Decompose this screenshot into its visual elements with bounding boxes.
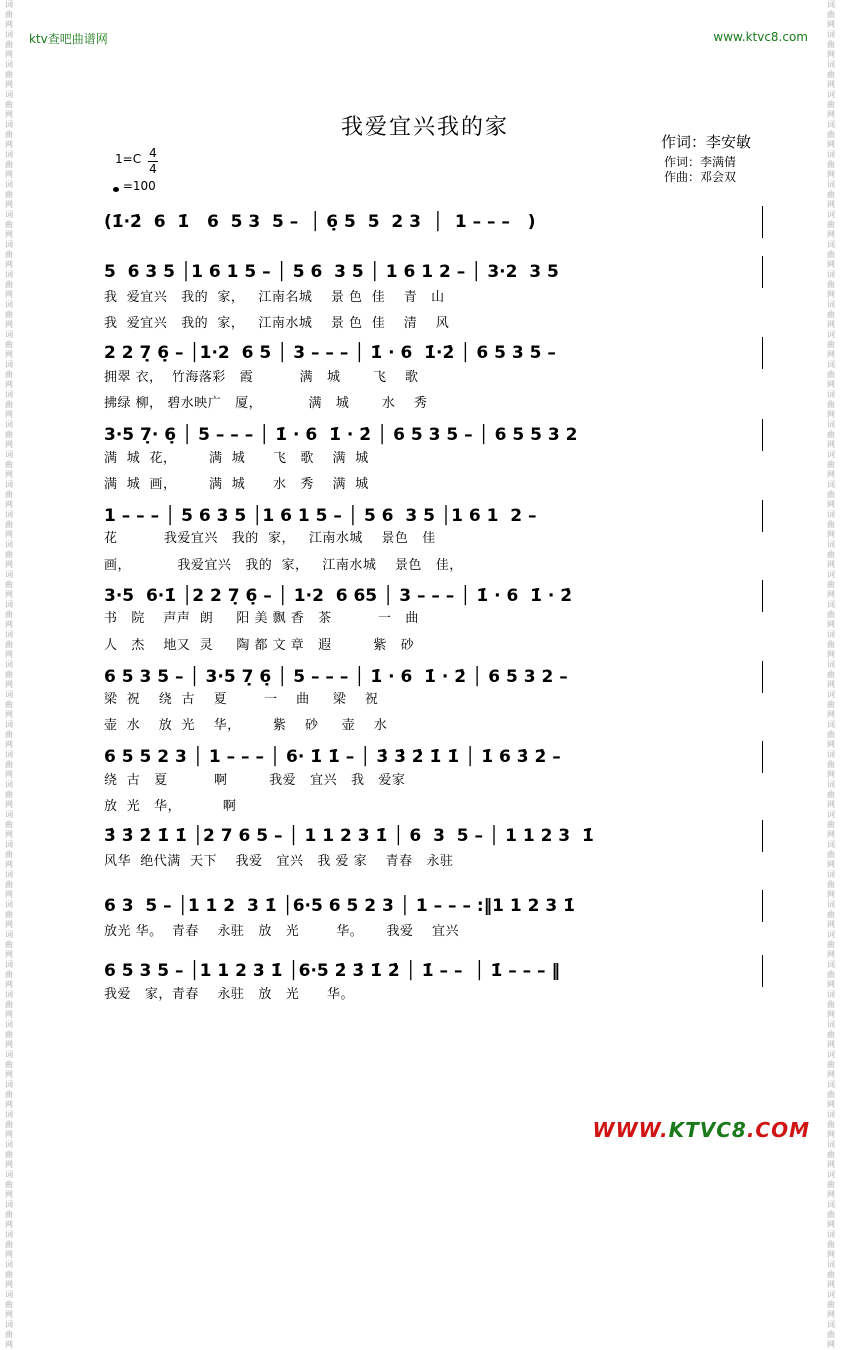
score-notes: 6 5 3 5 – │1 1 2 3 1̇ │6·5 2̇ 3̇ 1̇ 2̇ │ 1̇ – – │ 1̇ – – – ‖	[104, 961, 560, 981]
lyricist-credit-2: 作词：李满倩	[664, 155, 737, 169]
score-notes: 3·5 6·1̇ │2 2 7̣ 6̣ – │ 1·2 6 65 │ 3 – – – │ 1̇ · 6 1̇ · 2̇	[104, 586, 573, 606]
lyrics-line-v1: 我爱 家，青春 永驻 放 光 华。	[104, 987, 355, 1002]
quarter-note-icon	[113, 187, 119, 192]
lyrics-line-v1: 梁 祝 绕 古 夏 一 曲 梁 祝	[104, 692, 379, 707]
composer-credit: 作曲：邓会双	[664, 170, 737, 184]
header-site-name[interactable]: ktv查吧曲谱网	[29, 32, 108, 46]
lyrics-line-v2: 壶 水 放 光 华， 紫 砂 壶 水	[104, 718, 388, 733]
score-notes: 6 3 5 – │1 1 2 3 1̇ │6·5 6 5 2 3 │ 1 – – – :‖1 1 2 3 1̇	[104, 896, 575, 916]
time-signature-bottom: 4	[149, 162, 157, 176]
footer-logo-prefix: WWW.	[592, 1118, 669, 1142]
barline	[762, 206, 763, 238]
lyrics-line-v1: 花 我爱宜兴 我的 家， 江南水城 景色 佳	[104, 531, 436, 546]
tempo-marking	[113, 179, 156, 193]
lyrics-line-v2: 满 城 画， 满 城 水 秀 满 城	[104, 477, 369, 492]
score-notes: 6 5 5 2 3 │ 1 – – – │ 6· 1̇ 1̇ – │ 3̇ 3̇ 2̇ 1̇ 1̇ │ 1̇ 6 3̇ 2̇ –	[104, 747, 561, 767]
lyrics-line-v1: 我 爱宜兴 我的 家， 江南名城 景 色 佳 青 山	[104, 290, 445, 305]
lyricist-credit: 作词：李安敏	[661, 133, 752, 151]
score-row	[104, 337, 772, 369]
score-row	[104, 890, 772, 922]
barline	[762, 256, 763, 288]
lyrics-line-v1: 拥翠 衣， 竹海落彩 霞 满 城 飞 歌	[104, 370, 419, 385]
score-notes: 6 5 3 5 – │ 3·5 7̣ 6̣ │ 5 – – – │ 1̇ · 6 1̇ · 2̇ │ 6 5 3 2 –	[104, 667, 568, 687]
lyrics-line-v2: 画， 我爱宜兴 我的 家， 江南水城 景色 佳，	[104, 558, 463, 573]
footer-logo	[593, 1118, 810, 1142]
lyrics-line-v1: 绕 古 夏 啊 我爱 宜兴 我 爱家	[104, 773, 406, 788]
footer-logo-brand: KTVC8	[668, 1118, 747, 1142]
lyrics-line-v1: 风华 绝代满 天下 我爱 宜兴 我 爱 家 青春 永驻	[104, 854, 454, 869]
header-site-url[interactable]: www.ktvc8.com	[713, 30, 808, 44]
score-notes: 2 2 7̣ 6̣ – │1·2 6 5 │ 3 – – – │ 1̇ · 6 1̇·2̇ │ 6 5 3 5 –	[104, 343, 556, 363]
time-signature-top: 4	[149, 146, 157, 160]
score-notes: 3·5 7̣· 6̣ │ 5 – – – │ 1̇ · 6 1̇ · 2̇ │ 6 5 3 5 – │ 6 5 5 3 2	[104, 425, 578, 445]
side-watermark-left: 词 曲 网 词 曲 网 词 曲 网 词 曲 网 词 曲 网 词 曲 网 词 曲 网 词 曲 网 词 曲 网 词 曲 网 词 曲 网 词 曲 网 词 曲 网 词 曲 网 词 曲 网 词 曲 网 词 曲 网 词 曲 网 词 曲 网 词 曲 网 词 曲 网 词 曲 网 词 曲 网 词 曲 网 词 曲 网 词 曲 网 词 曲 网 词 曲 网 词 曲 网 词 曲 网 词 曲 网 词 曲 网 词 曲 网 词 曲 网 词 曲 网 词 曲 网 词 曲 网 词 曲 网 词 曲 网 词 曲 网 词 曲 网 词 曲 网 词 曲 网 词 曲 网 词 曲 网	[5, 0, 13, 1349]
lyrics-line-v2: 人 杰 地又 灵 陶 都 文 章 遐 紫 砂	[104, 638, 415, 653]
barline	[762, 890, 763, 922]
side-watermark-right: 词 曲 网 词 曲 网 词 曲 网 词 曲 网 词 曲 网 词 曲 网 词 曲 网 词 曲 网 词 曲 网 词 曲 网 词 曲 网 词 曲 网 词 曲 网 词 曲 网 词 曲 网 词 曲 网 词 曲 网 词 曲 网 词 曲 网 词 曲 网 词 曲 网 词 曲 网 词 曲 网 词 曲 网 词 曲 网 词 曲 网 词 曲 网 词 曲 网 词 曲 网 词 曲 网 词 曲 网 词 曲 网 词 曲 网 词 曲 网 词 曲 网 词 曲 网 词 曲 网 词 曲 网 词 曲 网 词 曲 网 词 曲 网 词 曲 网 词 曲 网 词 曲 网 词 曲 网	[827, 0, 835, 1349]
time-signature	[148, 146, 158, 177]
score-notes: (1̇·2̇ 6 1̇ 6 5 3 5 – │ 6̣ 5 5 2 3 │ 1 – – – )	[104, 212, 536, 232]
score-row	[104, 206, 772, 238]
lyrics-line-v2: 我 爱宜兴 我的 家， 江南水城 景 色 佳 清 风	[104, 316, 450, 331]
lyrics-line-v1: 满 城 花， 满 城 飞 歌 满 城	[104, 451, 369, 466]
score-notes: 3̇ 3̇ 2̇ 1̇ 1̇ │2 7 6 5 – │ 1 1 2 3 1̇ │ 6 3 5 – │ 1 1 2 3 1̇	[104, 826, 594, 846]
lyrics-line-v1: 放光 华。 青春 永驻 放 光 华。 我爱 宜兴	[104, 924, 459, 939]
lyrics-line-v2: 拂绿 柳， 碧水映广 厦， 满 城 水 秀	[104, 396, 428, 411]
lyrics-line-v2: 放 光 华， 啊	[104, 799, 237, 814]
score-notes: 5 6 3 5 │1 6 1 5 – │ 5 6 3 5 │ 1 6 1 2 – │ 3·2 3 5	[104, 262, 559, 282]
barline	[762, 820, 763, 852]
key-signature: 1=C	[115, 152, 142, 166]
song-title: 我爱宜兴我的家	[340, 115, 509, 140]
tempo-value: =100	[122, 179, 156, 193]
score-notes: 1 – – – │ 5 6 3 5 │1 6 1 5 – │ 5 6 3 5 │1 6 1 2 –	[104, 506, 537, 526]
barline	[762, 337, 763, 369]
footer-logo-suffix: .COM	[746, 1118, 810, 1142]
score-row	[104, 820, 772, 852]
score-row	[104, 256, 772, 288]
lyrics-line-v1: 书 院 声声 朗 阳 美 飘 香 茶 一 曲	[104, 611, 419, 626]
